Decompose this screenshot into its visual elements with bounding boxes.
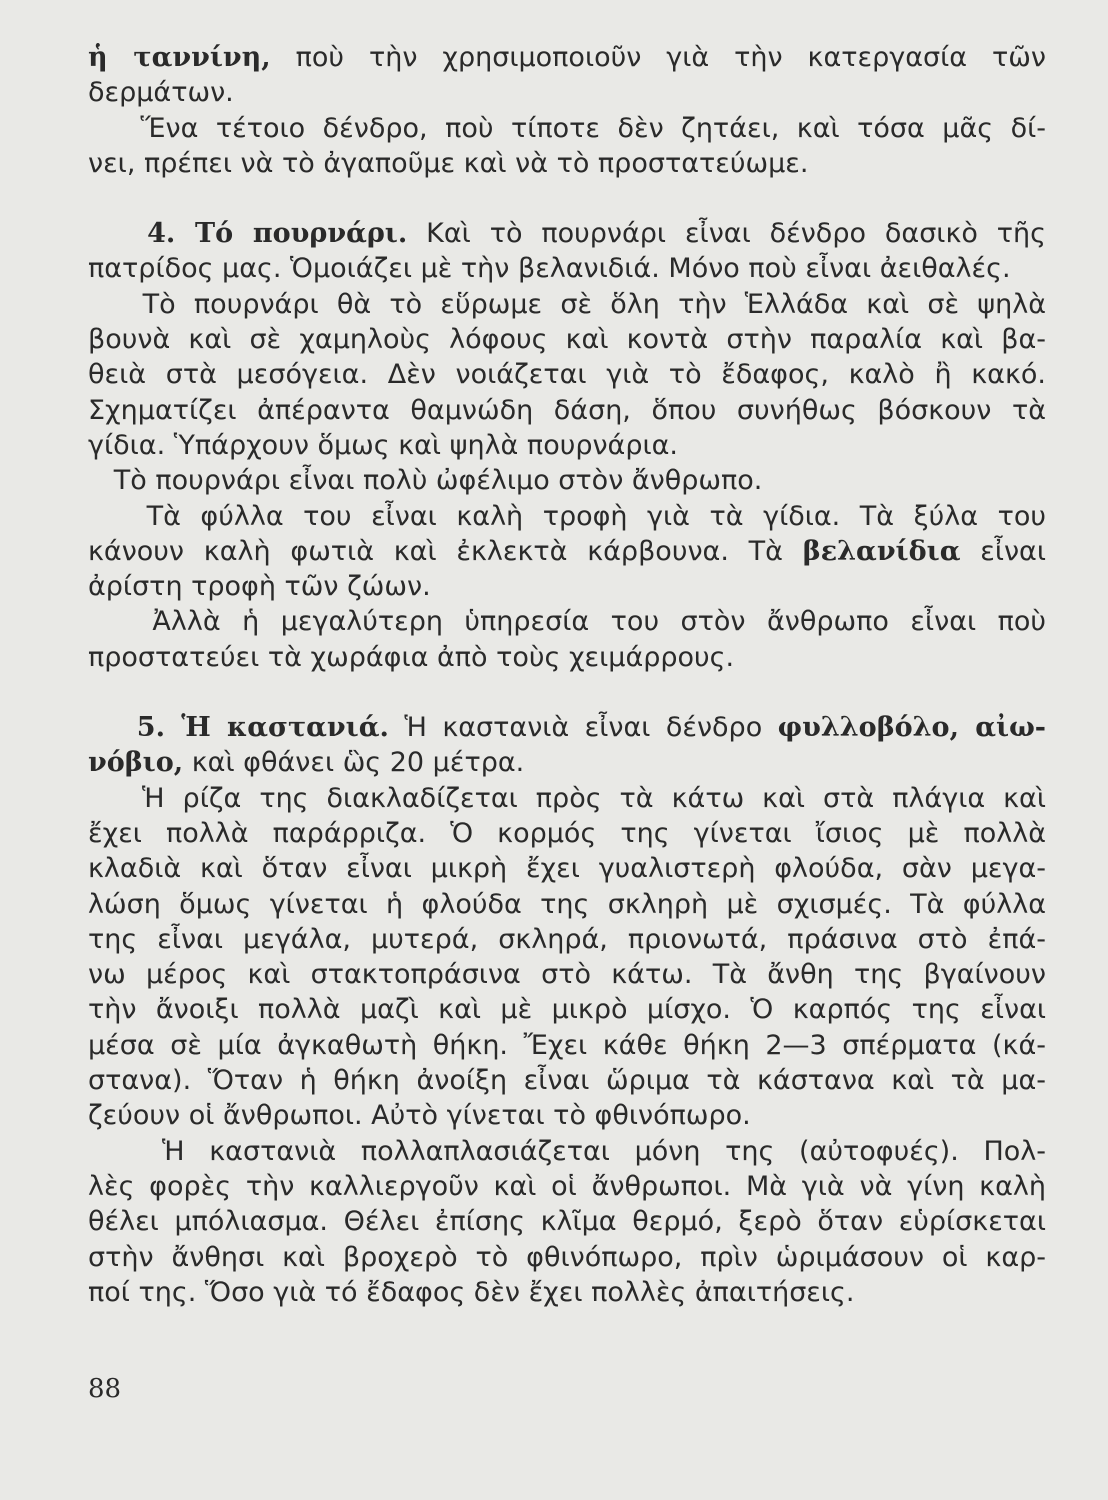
text-run: ποί της. Ὅσο γιὰ τό ἔδαφος δὲν ἔχει πολλὲς ἀπαιτήσεις. [88, 1276, 855, 1308]
text-run: προστατεύει τὰ χωράφια ἀπὸ τοὺς χειμάρρους. [88, 641, 735, 673]
paragraph [88, 216, 1046, 287]
text-line [88, 781, 1046, 816]
text-line [88, 216, 1046, 251]
paragraph-gap [88, 181, 1046, 216]
text-line [88, 887, 1046, 922]
text-line [88, 851, 1046, 886]
paragraph-gap [88, 675, 1046, 710]
text-line [88, 463, 1046, 498]
text-line [88, 1169, 1046, 1204]
paragraph [88, 499, 1046, 605]
text-line [88, 251, 1046, 286]
text-line [88, 1204, 1046, 1239]
text-run: λὲς φορὲς τὴν καλλιεργοῦν καὶ οἱ ἄνθρωποι. Μὰ γιὰ νὰ γίνη καλὴ [88, 1170, 1046, 1202]
text-line [88, 499, 1046, 534]
text-line [88, 604, 1046, 639]
body-text [88, 40, 1046, 1310]
text-run: ποὺ τὴν χρησιμοποιοῦν γιὰ τὴν κατεργασία τῶν [270, 42, 1046, 73]
page-number: 88 [88, 1374, 122, 1404]
text-run: Τὸ πουρνάρι εἶναι πολὺ ὠφέλιμο στὸν ἄνθρωπο. [88, 465, 763, 497]
paragraph [88, 710, 1046, 781]
text-run: της εἶναι μεγάλα, μυτερά, σκληρά, πριονωτά, πράσινα στὸ ἐπά- [88, 923, 1046, 955]
text-line [88, 957, 1046, 992]
text-run: καὶ φθάνει ὣς 20 μέτρα. [183, 747, 525, 779]
text-run: Ἕνα τέτοιο δένδρο, ποὺ τίποτε δὲν ζητάει, καὶ τόσα μᾶς δί- [88, 112, 1046, 144]
text-run: νει, πρέπει νὰ τὸ ἀγαποῦμε καὶ νὰ τὸ προστατεύωμε. [88, 147, 809, 179]
text-line [88, 146, 1046, 181]
text-line [88, 75, 1046, 110]
text-run: Ἡ καστανιὰ πολλαπλασιάζεται μόνη της (αὐτοφυές). Πολ- [88, 1135, 1046, 1167]
paragraph [88, 604, 1046, 675]
text-run: κάνουν καλὴ φωτιὰ καὶ ἐκλεκτὰ κάρβουνα. Τὰ [88, 535, 803, 567]
text-run: Σχηματίζει ἀπέραντα θαμνώδη δάση, ὅπου συνήθως βόσκουν τὰ [88, 394, 1046, 426]
bold-term: ἡ ταννίνη, [88, 42, 271, 73]
text-line [88, 1098, 1046, 1133]
text-line [88, 816, 1046, 851]
bold-term: νόβιο, [88, 747, 184, 779]
text-line [88, 393, 1046, 428]
text-line [88, 1240, 1046, 1275]
text-line [88, 569, 1046, 604]
text-line [88, 1275, 1046, 1310]
text-run: εἶναι [960, 535, 1046, 567]
text-run: Ἡ καστανιὰ εἶναι δένδρο [388, 712, 778, 744]
text-run: μέσα σὲ μία ἀγκαθωτὴ θήκη. Ἔχει κάθε θήκη 2—3 σπέρματα (κά- [88, 1029, 1046, 1061]
text-run: κλαδιὰ καὶ ὅταν εἶναι μικρὴ ἔχει γυαλιστερὴ φλούδα, σὰν μεγα- [88, 853, 1046, 885]
text-run: θέλει μπόλιασμα. Θέλει ἐπίσης κλῖμα θερμό, ξερὸ ὅταν εὑρίσκεται [88, 1206, 1046, 1238]
text-line [88, 322, 1046, 357]
text-run: στὴν ἄνθησι καὶ βροχερὸ τὸ φθινόπωρο, πρὶν ὡριμάσουν οἱ καρ- [88, 1241, 1046, 1273]
text-run: Ἀλλὰ ἡ μεγαλύτερη ὑπηρεσία του στὸν ἄνθρωπο εἶναι ποὺ [88, 606, 1046, 638]
text-line [88, 922, 1046, 957]
text-line [88, 1028, 1046, 1063]
text-run: νω μέρος καὶ στακτοπράσινα στὸ κάτω. Τὰ ἄνθη της βγαίνουν [88, 959, 1046, 991]
bold-term: 4. Τό πουρνάρι. [88, 218, 408, 250]
text-line [88, 992, 1046, 1027]
text-line [88, 428, 1046, 463]
text-run: τὴν ἄνοιξι πολλὰ μαζὶ καὶ μὲ μικρὸ μίσχο. Ὁ καρπός της εἶναι [88, 994, 1046, 1026]
text-line [88, 40, 1046, 75]
text-run: Τὰ φύλλα του εἶναι καλὴ τροφὴ γιὰ τὰ γίδια. Τὰ ξύλα του [88, 500, 1046, 532]
text-line [88, 111, 1046, 146]
text-line [88, 640, 1046, 675]
text-line [88, 1063, 1046, 1098]
text-run: στανα). Ὅταν ἡ θήκη ἀνοίξη εἶναι ὥριμα τὰ κάστανα καὶ τὰ μα- [88, 1065, 1046, 1097]
text-line [88, 1134, 1046, 1169]
bold-term: φυλλοβόλο, αἰω- [777, 712, 1046, 744]
text-run: γίδια. Ὑπάρχουν ὅμως καὶ ψηλὰ πουρνάρια. [88, 429, 679, 461]
text-run: θειὰ στὰ μεσόγεια. Δὲν νοιάζεται γιὰ τὸ ἔδαφος, καλὸ ἢ κακό. [88, 359, 1046, 391]
paragraph [88, 111, 1046, 182]
paragraph [88, 1134, 1046, 1310]
text-line [88, 534, 1046, 569]
paragraph [88, 287, 1046, 463]
text-run: βουνὰ καὶ σὲ χαμηλοὺς λόφους καὶ κοντὰ στὴν παραλία καὶ βα- [88, 324, 1046, 356]
bold-term: 5. Ἡ καστανιά. [88, 712, 389, 744]
text-run: Καὶ τὸ πουρνάρι εἶναι δένδρο δασικὸ τῆς [407, 218, 1046, 250]
text-run: δερμάτων. [88, 77, 234, 109]
text-line [88, 745, 1046, 780]
bold-term: βελανίδια [802, 535, 961, 567]
text-line [88, 287, 1046, 322]
paragraph [88, 463, 1046, 498]
text-run: ἔχει πολλὰ παράρριζα. Ὁ κορμός της γίνεται ἴσιος μὲ πολλὰ [88, 817, 1046, 849]
text-run: ἀρίστη τροφὴ τῶν ζώων. [88, 571, 431, 603]
paragraph [88, 40, 1046, 111]
text-line [88, 357, 1046, 392]
text-run: πατρίδος μας. Ὁμοιάζει μὲ τὴν βελανιδιά. Μόνο ποὺ εἶναι ἀειθαλές. [88, 253, 1011, 285]
text-line [88, 710, 1046, 745]
text-run: λώση ὅμως γίνεται ἡ φλούδα της σκληρὴ μὲ σχισμές. Τὰ φύλλα [88, 888, 1046, 920]
paragraph [88, 781, 1046, 1134]
text-run: Τὸ πουρνάρι θὰ τὸ εὕρωμε σὲ ὅλη τὴν Ἑλλάδα καὶ σὲ ψηλὰ [88, 288, 1046, 320]
text-run: ζεύουν οἱ ἄνθρωποι. Αὐτὸ γίνεται τὸ φθινόπωρο. [88, 1100, 751, 1132]
text-run: Ἡ ρίζα της διακλαδίζεται πρὸς τὰ κάτω καὶ στὰ πλάγια καὶ [88, 782, 1046, 814]
